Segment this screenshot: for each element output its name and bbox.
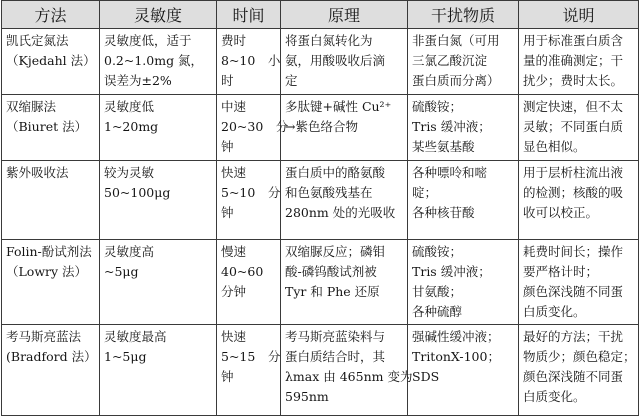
protein-assay-table [1, 0, 639, 416]
header-note: 说明 [519, 1, 639, 29]
cell-line: 各种硫醇 [412, 304, 463, 320]
cell-line: 钟 [221, 139, 234, 155]
cell-line: 三氯乙酸沉淀 [412, 53, 488, 68]
cell-note [519, 95, 639, 161]
cell-time [217, 161, 281, 240]
cell-line: 白质变化。 [523, 388, 586, 404]
cell-line: 颜色深浅随不同蛋 [523, 368, 624, 384]
cell-line: 灵敏度最高 [104, 328, 167, 344]
cell-line: 1~20mg [104, 119, 159, 135]
cell-line: λmax 由 465nm 变为 [285, 368, 413, 384]
cell-line: TritonX-100； [412, 348, 500, 364]
cell-line: 5~15 分 [221, 348, 281, 364]
cell-line: 40~60 [221, 264, 264, 280]
cell-line: （Biuret 法） [6, 119, 88, 135]
cell-line: →紫色络合物 [285, 119, 358, 135]
cell-time [217, 240, 281, 324]
cell-line: 显色相似。 [523, 139, 586, 155]
cell-note [519, 29, 639, 95]
cell-method [2, 29, 100, 95]
cell-line: 强碱性缓冲液； [412, 328, 500, 344]
table-row [2, 240, 639, 324]
cell-line: 8~10 小 [221, 53, 281, 68]
cell-line: ~5μg [104, 264, 139, 280]
cell-line: 凯氏定氮法 [6, 33, 69, 48]
header-sensitivity: 灵敏度 [100, 1, 217, 29]
table-header-row [2, 1, 639, 29]
cell-line: 慢速 [221, 244, 247, 260]
cell-line: 用于层析柱流出液 [523, 165, 624, 181]
cell-line: 白质变化。 [523, 304, 586, 320]
cell-interference [408, 161, 519, 240]
cell-line: 啶； [412, 185, 438, 201]
cell-line: 考马斯亮蓝染料与 [285, 328, 386, 344]
cell-note [519, 324, 639, 415]
cell-principle [281, 240, 408, 324]
cell-line: 分钟 [221, 284, 247, 300]
cell-line: （Lowry 法） [6, 264, 88, 280]
cell-line: 钟 [221, 205, 234, 221]
cell-line: 蛋白质中的酪氨酸 [285, 165, 386, 181]
cell-line: 用于标准蛋白质含 [523, 33, 624, 48]
cell-line: 双缩脲反应；磷钼 [285, 244, 386, 260]
cell-method [2, 161, 100, 240]
cell-line: 各种嘌呤和嘧 [412, 165, 488, 181]
cell-line: 0.2~1.0mg 氮， [104, 53, 204, 68]
cell-line: Tris 缓冲液； [412, 119, 491, 135]
cell-line: 考马斯亮蓝法 [6, 328, 82, 344]
cell-line: 将蛋白氮转化为 [285, 33, 373, 48]
cell-line: Tyr 和 Phe 还原 [285, 284, 380, 300]
cell-note [519, 161, 639, 240]
cell-line: Tris 缓冲液； [412, 264, 491, 280]
cell-line: 灵敏度低 [104, 99, 155, 115]
cell-line: 要严格计时； [523, 264, 599, 280]
cell-line: 灵敏度高 [104, 244, 155, 260]
cell-line: （Kjedahl 法） [6, 53, 96, 68]
cell-line: 较为灵敏 [104, 165, 155, 181]
cell-line: 各种核苷酸 [412, 205, 475, 221]
cell-sensitivity [100, 161, 217, 240]
cell-line: 双缩脲法 [6, 99, 57, 115]
cell-sensitivity [100, 240, 217, 324]
header-principle: 原理 [281, 1, 408, 29]
cell-time [217, 95, 289, 161]
cell-sensitivity [100, 324, 217, 415]
cell-line: 时 [221, 73, 234, 88]
cell-principle [281, 95, 408, 161]
cell-principle [281, 29, 408, 95]
table-row [2, 324, 639, 415]
cell-note [519, 240, 639, 324]
table-row [2, 29, 639, 95]
cell-interference [408, 240, 519, 324]
cell-line: 硫酸铵； [412, 244, 463, 260]
cell-line: 20~30 分 [221, 119, 289, 135]
cell-line: 和色氨酸残基在 [285, 185, 373, 201]
header-interference: 干扰物质 [408, 1, 519, 29]
header-time: 时间 [217, 1, 281, 29]
cell-line: 50~100μg [104, 185, 171, 201]
cell-sensitivity [100, 29, 217, 95]
cell-line: Folin-酚试剂法 [6, 244, 92, 260]
cell-line: 量的准确测定；干 [523, 53, 624, 68]
cell-line: 收可以校正。 [523, 205, 599, 221]
cell-line: 酸-磷钨酸试剂被 [285, 264, 377, 280]
cell-principle [281, 161, 408, 240]
cell-method [2, 95, 100, 161]
cell-line: 甘氨酸； [412, 284, 463, 300]
cell-time [217, 324, 281, 415]
cell-principle [281, 324, 413, 415]
cell-line: 中速 [221, 99, 247, 115]
cell-line: 耗费时间长；操作 [523, 244, 624, 260]
cell-line: 定 [285, 73, 298, 88]
cell-line: 颜色深浅随不同蛋 [523, 284, 624, 300]
cell-line: 多肽键+碱性 Cu²⁺ [285, 99, 392, 115]
cell-line: 扰少；费时太长。 [523, 73, 624, 88]
cell-line: 灵敏度低，适于 [104, 33, 192, 48]
cell-line: SDS [412, 368, 440, 384]
cell-line: 物质少；颜色稳定； [523, 348, 636, 364]
cell-interference [408, 324, 519, 415]
cell-line: 硫酸铵； [412, 99, 463, 115]
table-row [2, 95, 639, 161]
cell-line: 非蛋白氮（可用 [412, 33, 500, 48]
cell-line: 最好的方法；干扰 [523, 328, 624, 344]
cell-method [2, 240, 100, 324]
table-row [2, 161, 639, 240]
cell-line: 钟 [221, 368, 234, 384]
cell-line: 测定快速，但不太 [523, 99, 624, 115]
cell-line: 费时 [221, 33, 247, 48]
cell-sensitivity [100, 95, 217, 161]
cell-line: 误差为±2% [104, 73, 172, 88]
header-method: 方法 [2, 1, 100, 29]
cell-interference [408, 95, 519, 161]
cell-line: 1~5μg [104, 348, 147, 364]
cell-line: 紫外吸收法 [6, 165, 69, 181]
cell-line: (Bradford 法） [6, 348, 97, 364]
cell-line: 快速 [221, 165, 247, 181]
cell-line: 的检测；核酸的吸 [523, 185, 624, 201]
cell-method [2, 324, 100, 415]
cell-line: 595nm [285, 388, 329, 404]
cell-line: 蛋白质而分离） [412, 73, 500, 88]
cell-interference [408, 29, 519, 95]
cell-line: 快速 [221, 328, 247, 344]
cell-time [217, 29, 281, 95]
cell-line: 5~10 分 [221, 185, 281, 201]
cell-line: 某些氨基酸 [412, 139, 475, 155]
cell-line: 蛋白质结合时，其 [285, 348, 386, 364]
cell-line: 280nm 处的光吸收 [285, 205, 396, 221]
cell-line: 氨，用酸吸收后滴 [285, 53, 386, 68]
cell-line: 灵敏；不同蛋白质 [523, 119, 624, 135]
